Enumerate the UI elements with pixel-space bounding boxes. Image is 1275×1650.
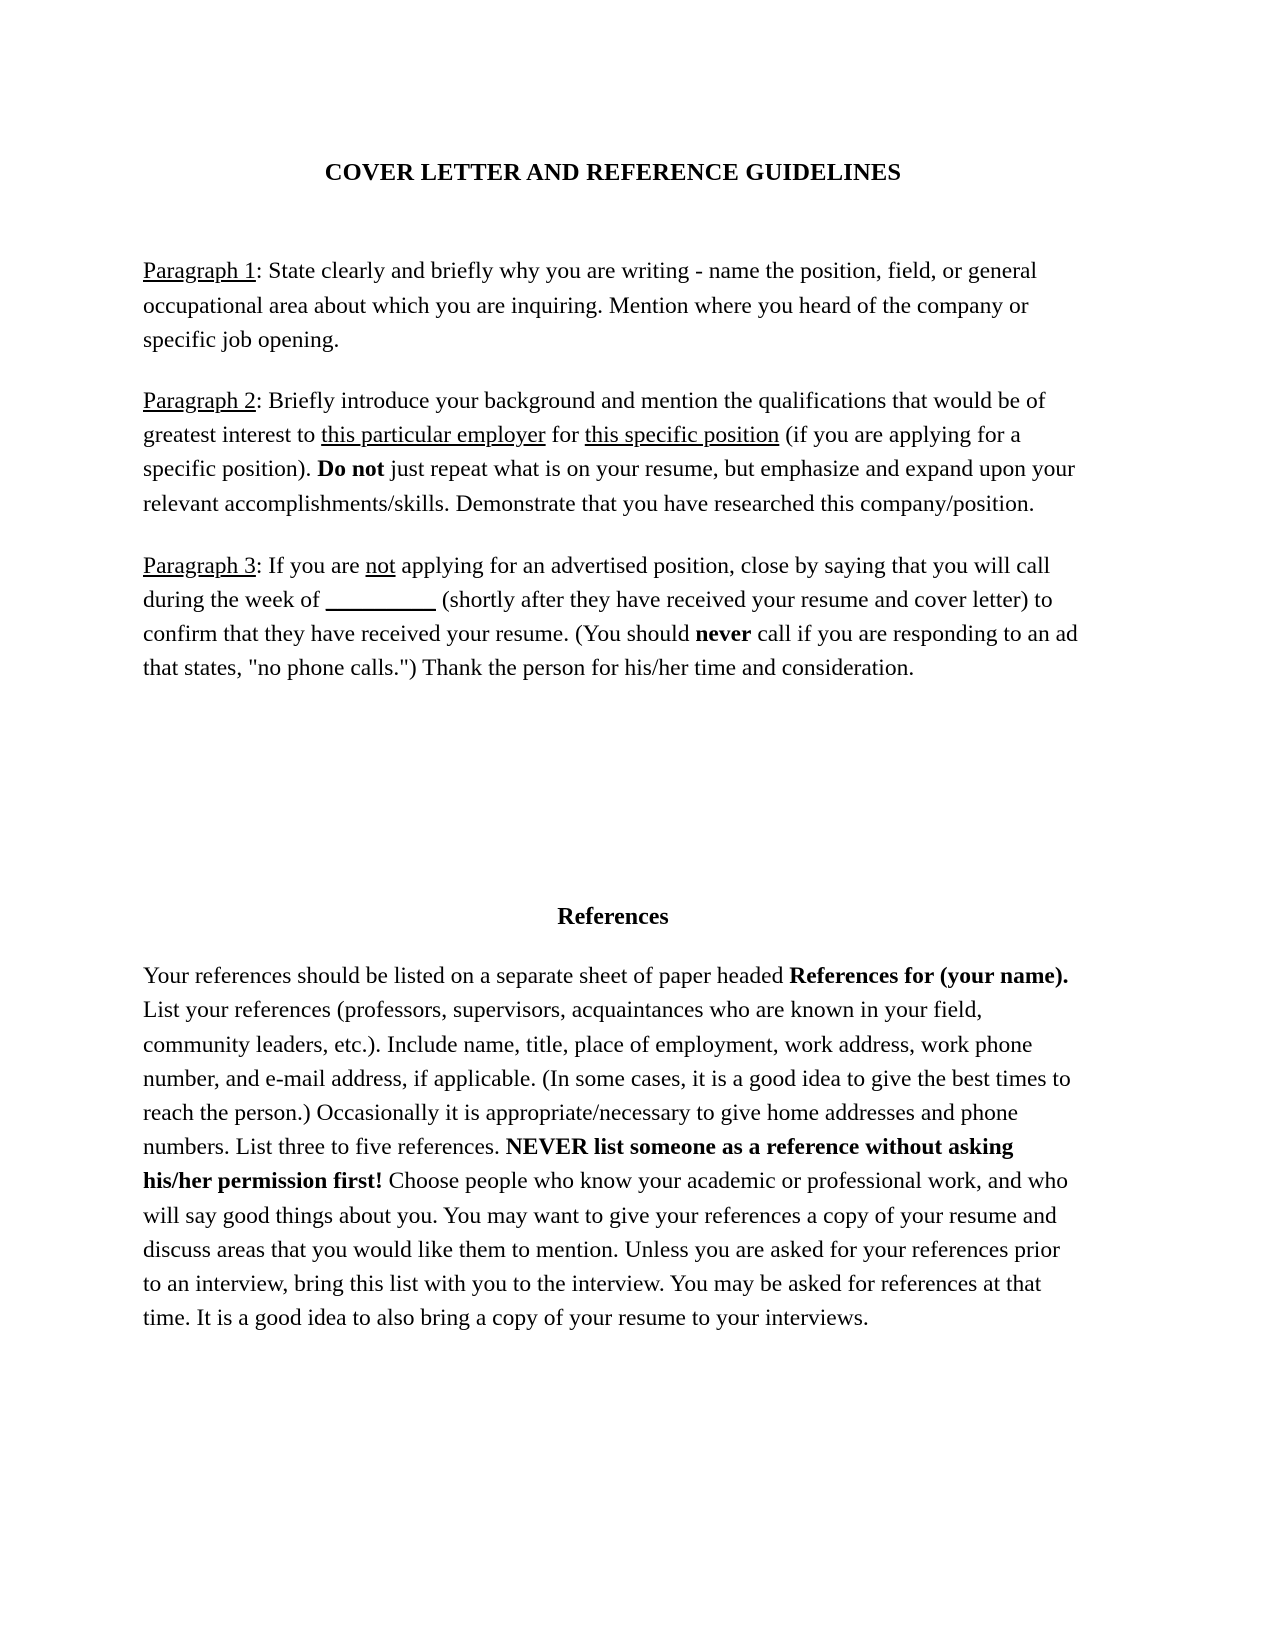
references-seg-heading-label: References for (your name). — [789, 963, 1069, 990]
paragraph-3-seg-0: If you are — [262, 552, 366, 579]
paragraph-3-seg-not: not — [365, 552, 396, 579]
paragraph-1 — [143, 254, 1083, 357]
paragraph-3-seg-6: call if you are responding to an ad that states, "no phone calls.") Thank the person for his/her time and consideration. — [143, 621, 1078, 682]
references-seg-2: List your references (professors, supervisors, acquaintances who are known in your field, community leaders, etc.). Include name, title, place of employment, work address, work phone number, and e-mail address, if applicable. (In some cases, it is a good idea to give the best times to reach the person.) Occasionally it is appropriate/necessary to give home addresses and phone numbers. List three to five references. — [143, 997, 1071, 1161]
paragraph-2 — [143, 384, 1083, 521]
paragraph-3-fill-in-blank: _________ — [325, 586, 436, 613]
paragraph-2-seg-donot: Do not — [317, 456, 385, 483]
paragraph-2-seg-position: this specific position — [584, 422, 780, 449]
paragraph-1-text: State clearly and briefly why you are writing - name the position, field, or general occupational area about which you are inquiring. Mention where you heard of the company or specific job opening. — [143, 258, 1038, 353]
paragraph-2-seg-4: (if you are applying for a specific position). — [143, 422, 1021, 483]
paragraph-2-separator: : — [255, 387, 263, 414]
paragraph-3-seg-never: never — [695, 621, 752, 648]
references-seg-0: Your references should be listed on a separate sheet of paper headed — [143, 963, 790, 990]
references-body — [143, 932, 1083, 1335]
paragraph-2-seg-employer: this particular employer — [321, 422, 546, 449]
paragraph-2-label: Paragraph 2 — [143, 387, 256, 414]
references-seg-4: Choose people who know your academic or professional work, and who will say good things about you. You may want to give your references a copy of your resume and discuss areas that you would like them to mention. Unless you are asked for your references prior to an interview, bring this list with you to the interview. You may be asked for references at that time. It is a good idea to also bring a copy of your resume to your interviews. — [143, 1168, 1069, 1332]
paragraph-1-separator: : — [255, 258, 263, 285]
paragraph-1-label: Paragraph 1 — [143, 258, 256, 285]
paragraph-3-seg-2: applying for an advertised position, close by saying that you will call during the week of — [143, 552, 1051, 613]
paragraph-3-separator: : — [255, 552, 263, 579]
paragraph-3-seg-4: (shortly after they have received your resume and cover letter) to confirm that they have received your resume. (You should — [143, 586, 1053, 648]
references-heading: References — [557, 904, 669, 931]
page-title: COVER LETTER AND REFERENCE GUIDELINES — [324, 159, 902, 186]
references-seg-never-warning: NEVER list someone as a reference without asking his/her permission first! — [143, 1134, 1014, 1195]
paragraph-3-label: Paragraph 3 — [143, 552, 256, 579]
paragraph-2-seg-6: just repeat what is on your resume, but emphasize and expand upon your relevant accomplishments/skills. Demonstrate that you have researched this company/position. — [143, 456, 1075, 517]
paragraph-2-seg-0: Briefly introduce your background and mention the qualifications that would be of greatest interest to — [143, 387, 1046, 449]
paragraph-3 — [143, 549, 1083, 686]
paragraph-2-seg-2: for — [545, 422, 585, 449]
document-content — [143, 0, 1083, 1335]
